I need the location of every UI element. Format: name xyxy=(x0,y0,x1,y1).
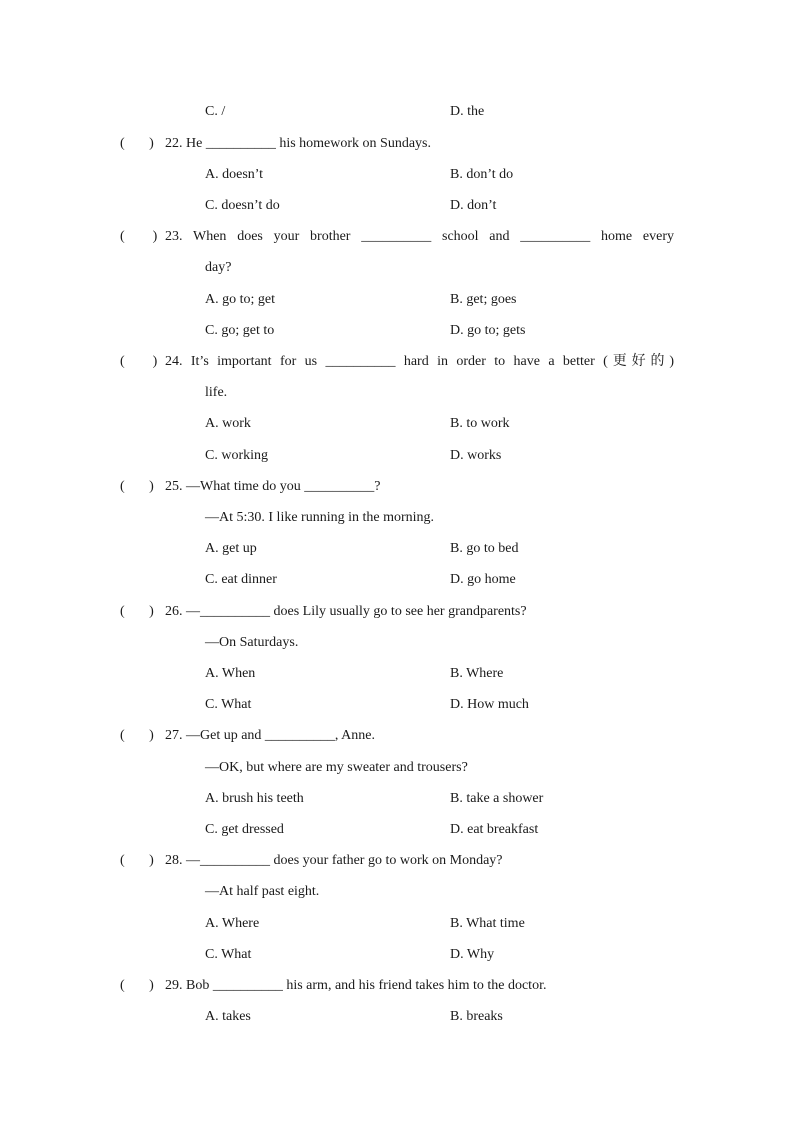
options-row xyxy=(0,539,794,559)
option-c: C. What xyxy=(205,697,252,712)
answer-blank: ( ) xyxy=(120,136,154,151)
option-a: A. go to; get xyxy=(205,292,275,307)
option-b: B. breaks xyxy=(450,1009,503,1024)
option-a: A. Where xyxy=(205,916,260,931)
option-d: D. How much xyxy=(450,697,529,712)
option-d: D. the xyxy=(450,104,485,119)
option-d: D. eat breakfast xyxy=(450,822,539,837)
option-a: A. brush his teeth xyxy=(205,791,304,806)
question-stem: 23. When does your brother __________ school and __________ home every xyxy=(165,229,674,244)
answer-blank: ( ) xyxy=(120,354,158,369)
option-b: B. get; goes xyxy=(450,292,517,307)
option-b: B. take a shower xyxy=(450,791,544,806)
question-23 xyxy=(0,227,794,247)
question-26 xyxy=(0,602,794,622)
question-stem: 26. —__________ does Lily usually go to see her grandparents? xyxy=(165,604,527,619)
option-a: A. work xyxy=(205,416,251,431)
option-a: A. takes xyxy=(205,1009,251,1024)
option-c: C. working xyxy=(205,448,268,463)
question-stem: 27. —Get up and __________, Anne. xyxy=(165,728,375,743)
question-28 xyxy=(0,851,794,871)
question-29 xyxy=(0,976,794,996)
option-a: A. When xyxy=(205,666,256,681)
options-row xyxy=(0,695,794,715)
option-c: C. go; get to xyxy=(205,323,275,338)
options-row xyxy=(0,914,794,934)
answer-blank: ( ) xyxy=(120,604,154,619)
dialogue-reply: —On Saturdays. xyxy=(205,635,299,650)
question-stem: 28. —__________ does your father go to work on Monday? xyxy=(165,853,503,868)
option-d: D. Why xyxy=(450,947,495,962)
question-stem: 22. He __________ his homework on Sundays. xyxy=(165,136,431,151)
option-c: C. What xyxy=(205,947,252,962)
option-d: D. don’t xyxy=(450,198,497,213)
options-row xyxy=(0,414,794,434)
option-c: C. doesn’t do xyxy=(205,198,280,213)
options-row xyxy=(0,664,794,684)
option-c: C. / xyxy=(205,104,226,119)
options-row xyxy=(0,570,794,590)
option-c: C. eat dinner xyxy=(205,572,277,587)
options-row xyxy=(0,196,794,216)
question-stem-continuation: life. xyxy=(205,385,228,400)
options-row xyxy=(0,290,794,310)
options-row xyxy=(0,945,794,965)
option-b: B. Where xyxy=(450,666,504,681)
carryover-options-row xyxy=(0,102,794,122)
question-25 xyxy=(0,477,794,497)
question-stem: 25. —What time do you __________? xyxy=(165,479,381,494)
options-row xyxy=(0,820,794,840)
options-row xyxy=(0,446,794,466)
option-a: A. get up xyxy=(205,541,257,556)
dialogue-reply: —OK, but where are my sweater and trousers? xyxy=(205,760,468,775)
option-b: B. What time xyxy=(450,916,525,931)
question-stem-continuation: day? xyxy=(205,260,232,275)
answer-blank: ( ) xyxy=(120,978,154,993)
question-stem: 29. Bob __________ his arm, and his friend takes him to the doctor. xyxy=(165,978,547,993)
option-d: D. go home xyxy=(450,572,516,587)
option-b: B. don’t do xyxy=(450,167,514,182)
dialogue-reply: —At 5:30. I like running in the morning. xyxy=(205,510,435,525)
options-row xyxy=(0,321,794,341)
answer-blank: ( ) xyxy=(120,728,154,743)
dialogue-reply: —At half past eight. xyxy=(205,884,320,899)
option-d: D. go to; gets xyxy=(450,323,526,338)
question-stem: 24. It’s important for us __________ hard in order to have a better (更好的) xyxy=(165,354,674,369)
answer-blank: ( ) xyxy=(120,479,154,494)
option-b: B. to work xyxy=(450,416,510,431)
option-d: D. works xyxy=(450,448,502,463)
option-c: C. get dressed xyxy=(205,822,284,837)
question-24 xyxy=(0,352,794,372)
answer-blank: ( ) xyxy=(120,229,158,244)
options-row xyxy=(0,165,794,185)
option-a: A. doesn’t xyxy=(205,167,264,182)
option-b: B. go to bed xyxy=(450,541,519,556)
answer-blank: ( ) xyxy=(120,853,154,868)
question-27 xyxy=(0,726,794,746)
options-row xyxy=(0,789,794,809)
question-22 xyxy=(0,134,794,154)
options-row xyxy=(0,1007,794,1027)
